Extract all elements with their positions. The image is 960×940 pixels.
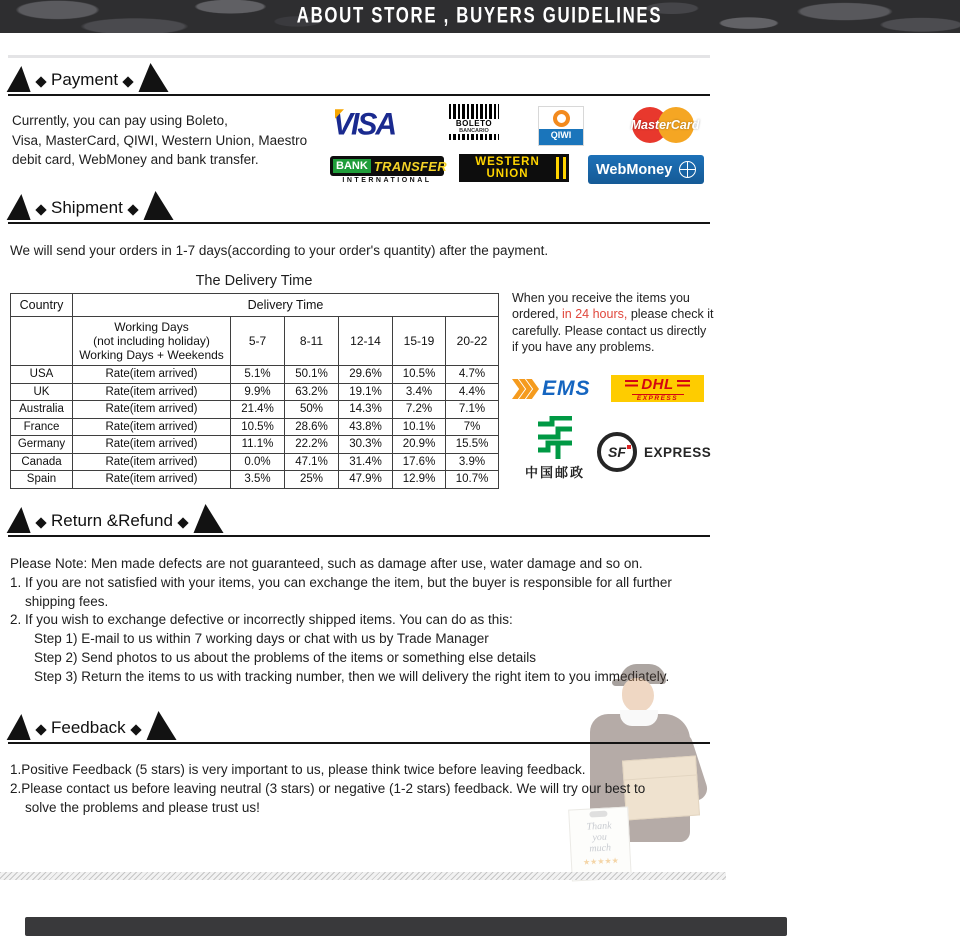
- rate-value-cell: 15.5%: [446, 436, 499, 454]
- rate-value-cell: 17.6%: [393, 453, 446, 471]
- china-post-label: 中国邮政: [524, 465, 585, 480]
- thank-card-line: you: [592, 831, 608, 844]
- payment-description-line: Visa, MasterCard, QIWI, Western Union, Maestro: [12, 132, 308, 148]
- notice-highlight: in 24 hours,: [562, 307, 628, 322]
- boleto-logo: [449, 104, 499, 144]
- section-header-shipment: [8, 190, 710, 224]
- bottom-bar: [25, 917, 787, 936]
- mastercard-logo: [630, 106, 704, 144]
- rate-value-cell: 10.5%: [231, 418, 285, 436]
- china-post-emblem-icon: [534, 416, 576, 460]
- notice-text: When you receive the items you ordered,: [512, 291, 690, 322]
- empty-cell: [11, 317, 73, 366]
- rate-value-cell: 14.3%: [339, 401, 393, 419]
- rate-value-cell: 11.1%: [231, 436, 285, 454]
- country-cell: UK: [11, 383, 73, 401]
- rate-value-cell: 10.7%: [446, 471, 499, 489]
- transfer-label: TRANSFER: [373, 158, 447, 174]
- rate-label-cell: Rate(item arrived): [73, 471, 231, 489]
- bottom-hatch-divider: [0, 872, 726, 880]
- visa-logo: VISA: [333, 107, 396, 142]
- rate-value-cell: 7.2%: [393, 401, 446, 419]
- day-range-cell: 20-22: [446, 317, 499, 366]
- country-cell: Canada: [11, 453, 73, 471]
- return-line: 2. If you wish to exchange defective or incorrectly shipped items. You can do as this:: [10, 612, 513, 628]
- return-refund-heading: Return &Refund: [51, 511, 173, 530]
- day-range-cell: 5-7: [231, 317, 285, 366]
- rate-value-cell: 12.9%: [393, 471, 446, 489]
- rate-label-cell: Rate(item arrived): [73, 436, 231, 454]
- working-days-line: (not including holiday): [93, 334, 210, 348]
- delivery-table-title: The Delivery Time: [195, 273, 313, 289]
- shipment-heading: Shipment: [51, 198, 123, 217]
- boleto-label: BOLETO: [455, 119, 493, 128]
- webmoney-logo: [588, 155, 704, 184]
- rate-value-cell: 50.1%: [285, 366, 339, 384]
- western-union-logo: [459, 154, 569, 182]
- section-header-feedback: [8, 710, 710, 744]
- bank-transfer-logo: [330, 156, 447, 184]
- return-line: 1. If you are not satisfied with your items, you can exchange the item, but the buyer is responsible for all further: [10, 574, 672, 590]
- ribbon-arrow-icon: [190, 504, 223, 533]
- rate-value-cell: 19.1%: [339, 383, 393, 401]
- page-title: ABOUT STORE , BUYERS GUIDELINES: [297, 3, 663, 29]
- ribbon-arrow-icon: [140, 191, 173, 220]
- feedback-line: 1.Positive Feedback (5 stars) is very important to us, please think twice before leaving feedback.: [10, 762, 586, 777]
- sf-express-label: EXPRESS: [644, 444, 712, 460]
- table-subheader-row: [11, 317, 499, 366]
- section-header-payment: [8, 62, 710, 96]
- dhl-express-label: EXPRESS: [632, 394, 684, 402]
- dhl-stripes-icon: [625, 380, 638, 389]
- country-cell: Spain: [11, 471, 73, 489]
- rate-value-cell: 3.4%: [393, 383, 446, 401]
- table-row: [11, 436, 499, 454]
- dhl-stripes-icon: [677, 380, 690, 389]
- boleto-sublabel: BANCARIO: [459, 128, 489, 134]
- rate-value-cell: 0.0%: [231, 453, 285, 471]
- diamond-icon: [122, 76, 133, 87]
- day-range-cell: 12-14: [339, 317, 393, 366]
- return-line: shipping fees.: [25, 593, 109, 609]
- international-label: INTERNATIONAL: [342, 177, 432, 184]
- ems-logo: [512, 377, 591, 401]
- rate-label-cell: Rate(item arrived): [73, 453, 231, 471]
- face: [622, 678, 654, 712]
- rate-value-cell: 7.1%: [446, 401, 499, 419]
- diamond-icon: [35, 76, 46, 87]
- diamond-icon: [177, 517, 188, 528]
- mastercard-label: MasterCard: [630, 118, 700, 132]
- payment-description-line: Currently, you can pay using Boleto,: [12, 113, 228, 128]
- shipment-intro: We will send your orders in 1-7 days(according to your order's quantity) after the payment.: [10, 243, 549, 258]
- qiwi-logo: [538, 106, 584, 146]
- rate-label-cell: Rate(item arrived): [73, 366, 231, 384]
- bank-label: BANK: [333, 159, 371, 173]
- ribbon-arrow-icon: [7, 66, 34, 92]
- feedback-heading: Feedback: [51, 718, 126, 737]
- thank-you-card: [568, 806, 632, 881]
- day-range-cell: 15-19: [393, 317, 446, 366]
- rate-label-cell: Rate(item arrived): [73, 418, 231, 436]
- barcode-icon: [449, 104, 499, 119]
- return-line: Step 2) Send photos to us about the problems of the items or something else details: [34, 649, 537, 665]
- table-header-delivery-time: Delivery Time: [73, 294, 499, 317]
- country-cell: Germany: [11, 436, 73, 454]
- rate-value-cell: 20.9%: [393, 436, 446, 454]
- globe-icon: [679, 161, 696, 178]
- page-banner: [0, 0, 960, 33]
- diamond-icon: [35, 517, 46, 528]
- thank-card-line: Thank: [586, 820, 612, 833]
- rate-value-cell: 25%: [285, 471, 339, 489]
- ribbon-arrow-icon: [7, 194, 34, 220]
- working-days-line: Working Days: [114, 320, 189, 334]
- country-cell: France: [11, 418, 73, 436]
- notice-text: please check it carefully. Please contact us directly if you have any problems.: [512, 307, 714, 354]
- diamond-icon: [35, 204, 46, 215]
- feedback-text: [10, 761, 714, 817]
- sf-label: SF: [608, 444, 626, 460]
- rate-value-cell: 10.1%: [393, 418, 446, 436]
- webmoney-label: WebMoney: [596, 161, 673, 178]
- feedback-line: 2.Please contact us before leaving neutral (3 stars) or negative (1-2 stars) feedback. We will try our best to: [10, 780, 646, 796]
- diamond-icon: [130, 724, 141, 735]
- diamond-icon: [127, 204, 138, 215]
- rate-value-cell: 5.1%: [231, 366, 285, 384]
- dhl-label: DHL: [641, 376, 674, 393]
- rate-value-cell: 21.4%: [231, 401, 285, 419]
- rate-value-cell: 28.6%: [285, 418, 339, 436]
- table-header-row: [11, 294, 499, 317]
- ribbon-arrow-icon: [143, 711, 176, 740]
- sf-express-logo: [597, 432, 711, 472]
- western-label: WESTERN: [475, 156, 540, 168]
- sf-ring-icon: [597, 432, 637, 472]
- union-label: UNION: [486, 168, 529, 180]
- qiwi-label: QIWI: [539, 129, 583, 145]
- payment-description: [12, 111, 322, 170]
- day-range-cell: 8-11: [285, 317, 339, 366]
- rate-value-cell: 47.1%: [285, 453, 339, 471]
- rate-value-cell: 7%: [446, 418, 499, 436]
- thank-card-line: much: [589, 842, 612, 855]
- return-line: Step 3) Return the items to us with tracking number, then we will delivery the right item to you immediately.: [34, 668, 670, 684]
- ribbon-arrow-icon: [7, 507, 34, 533]
- working-days-line: Working Days + Weekends: [79, 348, 224, 362]
- return-line: Step 1) E-mail to us within 7 working days or chat with us by Trade Manager: [34, 631, 489, 647]
- table-row: [11, 366, 499, 384]
- rate-value-cell: 43.8%: [339, 418, 393, 436]
- rate-value-cell: 47.9%: [339, 471, 393, 489]
- rate-value-cell: 10.5%: [393, 366, 446, 384]
- star-rating: ★★★★★: [582, 856, 620, 867]
- rate-value-cell: 3.5%: [231, 471, 285, 489]
- china-post-logo: [519, 416, 591, 481]
- rate-value-cell: 22.2%: [285, 436, 339, 454]
- rate-label-cell: Rate(item arrived): [73, 383, 231, 401]
- rate-value-cell: 29.6%: [339, 366, 393, 384]
- table-row: [11, 383, 499, 401]
- return-line: Please Note: Men made defects are not guaranteed, such as damage after use, water damage and so on.: [10, 556, 643, 571]
- rate-value-cell: 3.9%: [446, 453, 499, 471]
- payment-heading: Payment: [51, 70, 119, 89]
- shipment-notice: [512, 290, 714, 355]
- content-top-divider: [8, 55, 710, 58]
- country-cell: Australia: [11, 401, 73, 419]
- diamond-icon: [35, 724, 46, 735]
- table-row: [11, 471, 499, 489]
- qiwi-circle-icon: [553, 110, 570, 127]
- ribbon-arrow-icon: [136, 63, 169, 92]
- ems-label: EMS: [542, 377, 591, 400]
- rate-value-cell: 50%: [285, 401, 339, 419]
- rate-value-cell: 9.9%: [231, 383, 285, 401]
- table-row: [11, 453, 499, 471]
- country-cell: USA: [11, 366, 73, 384]
- rate-value-cell: 63.2%: [285, 383, 339, 401]
- ribbon-arrow-icon: [7, 714, 34, 740]
- delivery-time-table: [10, 293, 499, 489]
- dhl-logo: [611, 375, 704, 402]
- table-row: [11, 418, 499, 436]
- payment-description-line: debit card, WebMoney and bank transfer.: [12, 152, 259, 167]
- rate-value-cell: 4.4%: [446, 383, 499, 401]
- rate-value-cell: 31.4%: [339, 453, 393, 471]
- table-row: [11, 401, 499, 419]
- feedback-line: solve the problems and please trust us!: [25, 799, 260, 815]
- table-header-country: Country: [11, 294, 73, 317]
- section-header-return-refund: [8, 503, 710, 537]
- rate-value-cell: 4.7%: [446, 366, 499, 384]
- rate-label-cell: Rate(item arrived): [73, 401, 231, 419]
- rate-value-cell: 30.3%: [339, 436, 393, 454]
- barcode-icon: [449, 134, 499, 140]
- working-days-note: [73, 317, 231, 366]
- western-union-bars-icon: [556, 157, 566, 179]
